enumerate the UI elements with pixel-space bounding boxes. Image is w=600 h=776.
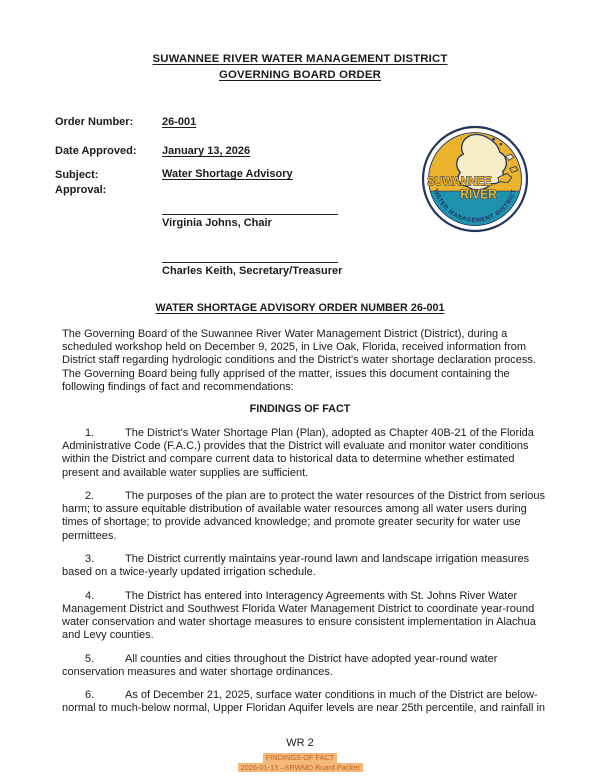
finding-number-6: 6. xyxy=(85,689,95,702)
signature-name-chair: Virginia Johns, Chair xyxy=(162,217,272,229)
finding-text-1: The District's Water Shortage Plan (Plan), adopted as Chapter 40B-21 of the Florida Administrative Code (F.A.C.) provides that the District will evaluate and monitor water conditions within the District and compare current data to historical data to determine whether estimated present and available water supplies are sufficient. xyxy=(62,427,534,479)
finding-number-1: 1. xyxy=(85,427,95,439)
order-number-row xyxy=(55,116,196,129)
stamp-line-2: 2026-01-13 –SRWMD Board Packet xyxy=(238,763,363,773)
finding-number-3: 3. xyxy=(85,553,95,565)
subject-label: Subject: xyxy=(55,169,99,181)
intro-paragraph: The Governing Board of the Suwannee River Water Management District (District), during a scheduled workshop held on December 9, 2025, in Live Oak, Florida, received information from District staff regarding hydrologic conditions and the District's water shortage declaration process. The Governing Board being fully apprised of the matter, issues this document containing the following findings of fact and recommendations: xyxy=(62,328,536,393)
subject-approval-labels xyxy=(55,168,162,198)
date-approved-value: January 13, 2026 xyxy=(162,145,251,157)
document-header xyxy=(0,52,600,83)
footer-stamp xyxy=(0,753,600,772)
finding-text-4: The District has entered into Interagency Agreements with St. Johns River Water Management District and Southwest Florida Water Management District to coordinate year-round water conservation and water shortage measures to ensure consistent implementation in Alachua and Levy counties. xyxy=(62,589,536,642)
finding-text-6: As of December 21, 2025, surface water conditions in much of the District are below-normal to much-below normal, Upper Floridan Aquifer levels are near 25th percentile, and rainfall in xyxy=(62,689,546,715)
finding-item-3 xyxy=(62,553,552,579)
stamp-line-1: FINDINGS OF FACT xyxy=(263,753,338,763)
finding-text-3: The District currently maintains year-round lawn and landscape irrigation measures based on a twice-yearly updated irrigation schedule. xyxy=(62,553,530,579)
stamp-row-2 xyxy=(0,763,600,773)
finding-number-5: 5. xyxy=(85,652,95,665)
logo-speck-1 xyxy=(492,138,495,141)
page-number: WR 2 xyxy=(286,737,314,749)
order-number-label: Order Number: xyxy=(55,116,134,128)
signature-block-secretary xyxy=(162,250,342,277)
signature-line-chair xyxy=(162,202,338,215)
logo-speck-2 xyxy=(500,143,502,145)
date-approved-label: Date Approved: xyxy=(55,145,137,157)
signature-block-chair xyxy=(162,202,338,229)
logo-arc-text: WATER MANAGEMENT DISTRICT xyxy=(432,188,518,224)
title-row-1 xyxy=(0,52,600,68)
subject-value: Water Shortage Advisory xyxy=(162,168,293,180)
signature-name-secretary: Charles Keith, Secretary/Treasurer xyxy=(162,265,343,277)
finding-item-5 xyxy=(62,653,552,679)
order-number-value: 26-001 xyxy=(162,116,197,128)
finding-item-1 xyxy=(62,427,552,480)
finding-text-2: The purposes of the plan are to protect the water resources of the District from serious harm; to assure equitable distribution of available water resources among all water users during times of shortage; to provide advanced knowledge; and promote greater security for water use permittees. xyxy=(62,490,546,542)
approval-label: Approval: xyxy=(55,183,107,196)
finding-text-5: All counties and cities throughout the District have adopted year-round water conservation measures and water shortage ordinances. xyxy=(62,652,498,678)
srwmd-logo xyxy=(421,125,529,233)
finding-item-4 xyxy=(62,590,552,643)
logo-text-suwannee: SUWANNEE xyxy=(427,173,492,189)
finding-item-6 xyxy=(62,689,552,715)
logo-text-river: RIVER xyxy=(460,187,497,202)
order-heading xyxy=(0,302,600,314)
finding-item-2 xyxy=(62,490,552,543)
order-heading-text: WATER SHORTAGE ADVISORY ORDER NUMBER 26-001 xyxy=(155,302,445,314)
findings-list xyxy=(62,427,552,726)
date-approved-row xyxy=(55,145,250,158)
finding-number-2: 2. xyxy=(85,490,95,502)
findings-heading: FINDINGS OF FACT xyxy=(249,403,351,415)
signature-line-secretary xyxy=(162,250,338,263)
title-row-2 xyxy=(0,68,600,84)
org-title: SUWANNEE RIVER WATER MANAGEMENT DISTRICT xyxy=(152,53,448,65)
subject-row xyxy=(55,168,293,198)
finding-number-4: 4. xyxy=(85,589,95,602)
doc-type-title: GOVERNING BOARD ORDER xyxy=(219,68,381,81)
stamp-row-1 xyxy=(0,753,600,763)
